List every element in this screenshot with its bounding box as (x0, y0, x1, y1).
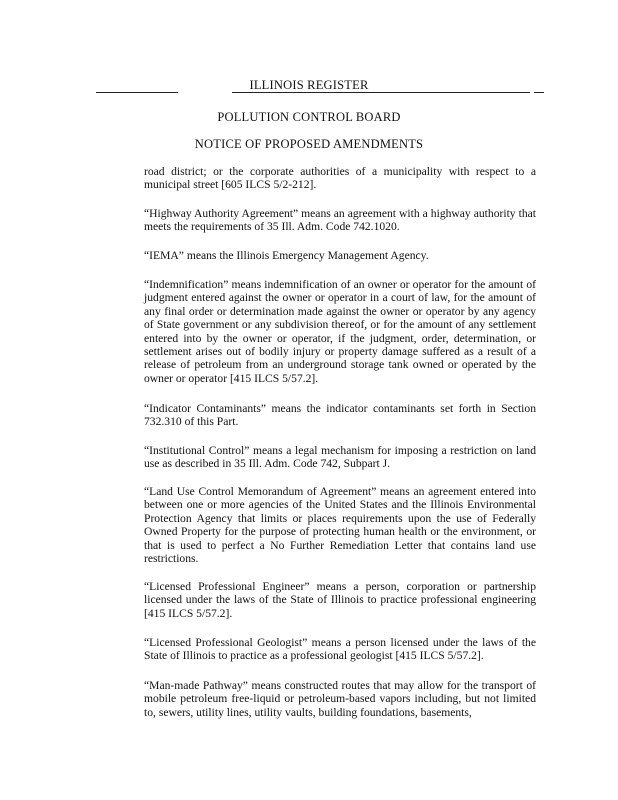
register-title: ILLINOIS REGISTER (249, 78, 369, 92)
board-title: POLLUTION CONTROL BOARD (217, 110, 401, 124)
paragraph-highway-authority-agreement: “Highway Authority Agreement” means an agreement with a highway authority that meets the requirements of 35 Ill. Adm. Code 742.1020. (144, 207, 536, 234)
paragraph-licensed-professional-engineer: “Licensed Professional Engineer” means a person, corporation or partnership licensed under the laws of the State of Illinois to practice professional engineering [415 ILCS 5/57.2]. (144, 580, 536, 620)
paragraph-licensed-professional-geologist: “Licensed Professional Geologist” means a person licensed under the laws of the State of Illinois to practice as a professional geologist [415 ILCS 5/57.2]. (144, 636, 536, 663)
notice-title: NOTICE OF PROPOSED AMENDMENTS (194, 137, 424, 151)
paragraph-indicator-contaminants: “Indicator Contaminants” means the indicator contaminants set forth in Section 732.310 of this Part. (144, 402, 536, 429)
paragraph-institutional-control: “Institutional Control” means a legal mechanism for imposing a restriction on land use as described in 35 Ill. Adm. Code 742, Subpart J. (144, 444, 536, 471)
paragraph-man-made-pathway: “Man-made Pathway” means constructed routes that may allow for the transport of mobile petroleum free-liquid or petroleum-based vapors including, but not limited to, sewers, utility lines, utility vaults, building foundations, basements, (144, 679, 536, 719)
paragraph-iema: “IEMA” means the Illinois Emergency Management Agency. (144, 249, 429, 262)
paragraph-land-use-control: “Land Use Control Memorandum of Agreement” means an agreement entered into between one or more agencies of the United States and the Illinois Environmental Protection Agency that limits or places requirements upon the use of Federally Owned Property for the purpose of protecting human health or the environment, or that is used to perfect a No Further Remediation Letter that contains land use restrictions. (144, 485, 536, 566)
paragraph-road-district: road district; or the corporate authorities of a municipality with respect to a municipal street [605 ILCS 5/2-212]. (144, 165, 536, 192)
paragraph-indemnification: “Indemnification” means indemnification of an owner or operator for the amount of judgment entered against the owner or operator in a court of law, for the amount of any final order or determination made against the owner or operator by any agency of State government or any subdivision thereof, or for the amount of any settlement entered into by the owner or operator, if the judgment, order, determination, or settlement arises out of bodily injury or property damage suffered as a result of a release of petroleum from an underground storage tank owned or operated by the owner or operator [415 ILCS 5/57.2]. (144, 278, 536, 385)
